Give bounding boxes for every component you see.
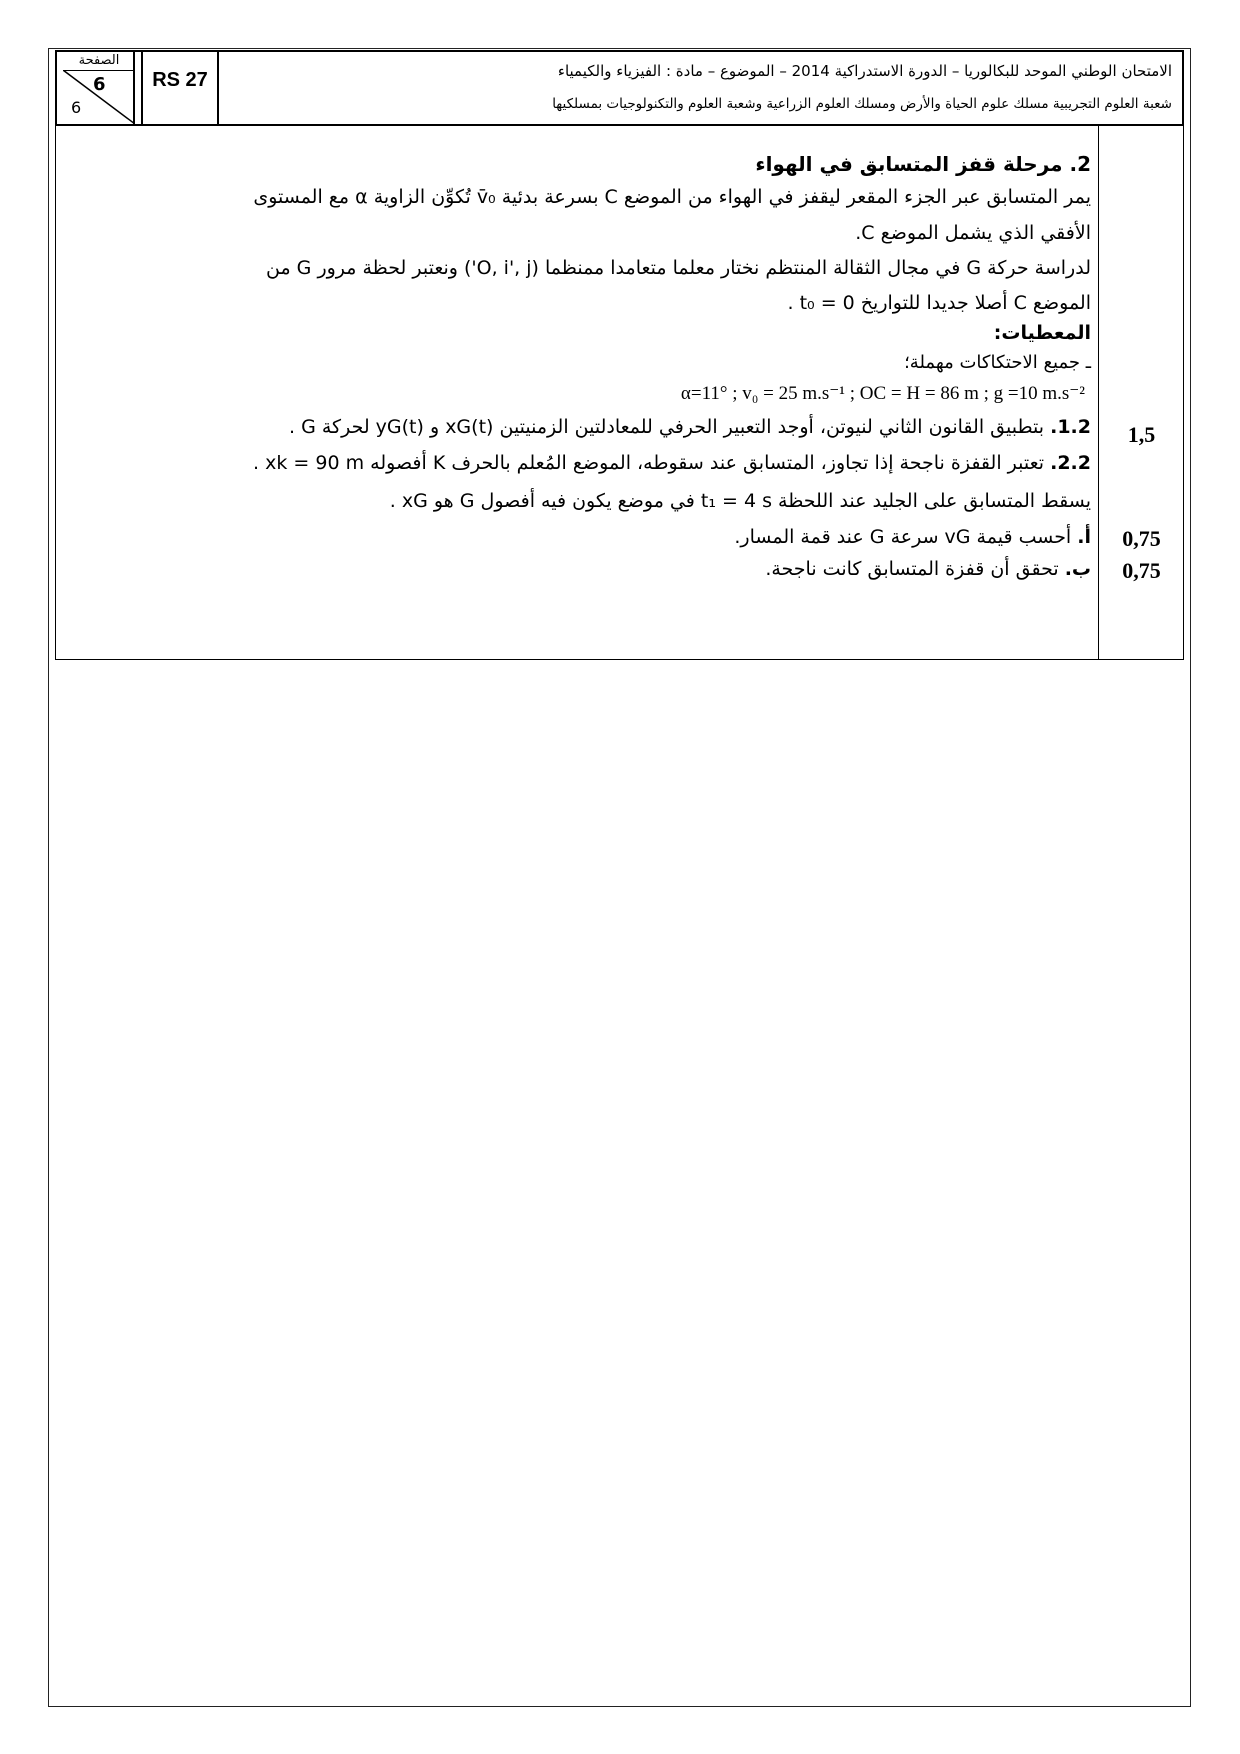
header-title-line1: الامتحان الوطني الموحد للبكالوريا – الدورة الاستدراكية 2014 – الموضوع – مادة : الفيزياء والكيمياء [557, 62, 1172, 80]
question-2-2-line-2: يسقط المتسابق على الجليد عند اللحظة t₁ = 4 s في موضع يكون فيه أفصول G هو xG . [389, 490, 1091, 512]
paragraph-2-line-1: لدراسة حركة G في مجال الثقالة المنتظم نختار معلما متعامدا ممنظما (O, i', j') ونعتبر لحظة مرور G من [265, 257, 1091, 279]
question-b [765, 558, 1091, 580]
page-number: 6 [93, 74, 106, 95]
paragraph-1-line-2: الأفقي الذي يشمل الموضع C. [855, 222, 1091, 244]
question-1-2-text: بتطبيق القانون الثاني لنيوتن، أوجد التعبير الحرفي للمعادلتين الزمنيتين xG(t) و yG(t) لحركة G . [288, 416, 1045, 438]
question-b-label: ب. [1064, 558, 1091, 580]
page-label: الصفحة [63, 52, 135, 71]
data-values: α=11° ; v₀ = 25 m.s⁻¹ ; OC = H = 86 m ; g =10 m.s⁻² [680, 383, 1085, 404]
data-line-1: ـ جميع الاحتكاكات مهملة؛ [904, 352, 1091, 373]
score-question-a: 0,75 [1122, 526, 1161, 551]
section-title: 2. مرحلة قفز المتسابق في الهواء [755, 152, 1091, 176]
question-1-2 [289, 416, 1091, 438]
exam-code: RS 27 [141, 52, 219, 124]
question-2-2 [253, 452, 1091, 474]
exam-header [55, 50, 1184, 126]
score-column [1098, 126, 1183, 659]
paragraph-2-line-2: الموضع C أصلا جديدا للتواريخ t₀ = 0 . [787, 292, 1091, 314]
question-a-label: أ. [1077, 526, 1091, 548]
paragraph-1-line-1: يمر المتسابق عبر الجزء المقعر ليقفز في الهواء من الموضع C بسرعة بدئية v̄₀ تُكوِّن الزاوية α مع المستوى [253, 186, 1091, 208]
score-question-1-2: 1,5 [1127, 422, 1156, 447]
exercise-text [64, 126, 1091, 659]
header-titles [227, 52, 1172, 124]
question-a [734, 526, 1091, 548]
header-title-line2: شعبة العلوم التجريبية مسلك علوم الحياة والأرض ومسلك العلوم الزراعية وشعبة العلوم والتكنولوجيات بمسلكيها [552, 96, 1172, 112]
question-1-2-number: 1.2. [1050, 416, 1091, 438]
page-number-box [63, 52, 135, 124]
question-2-2-text: تعتبر القفزة ناجحة إذا تجاوز، المتسابق عند سقوطه، الموضع المُعلم بالحرف K أفصوله xk = 90 m . [253, 452, 1045, 474]
data-title: المعطيات: [993, 322, 1091, 344]
question-a-text: أحسب قيمة vG سرعة G عند قمة المسار. [734, 526, 1072, 548]
exercise-content [55, 126, 1184, 660]
question-2-2-number: 2.2. [1050, 452, 1091, 474]
question-b-text: تحقق أن قفزة المتسابق كانت ناجحة. [765, 558, 1059, 580]
score-question-b: 0,75 [1122, 558, 1161, 583]
page-total: 6 [71, 98, 82, 117]
